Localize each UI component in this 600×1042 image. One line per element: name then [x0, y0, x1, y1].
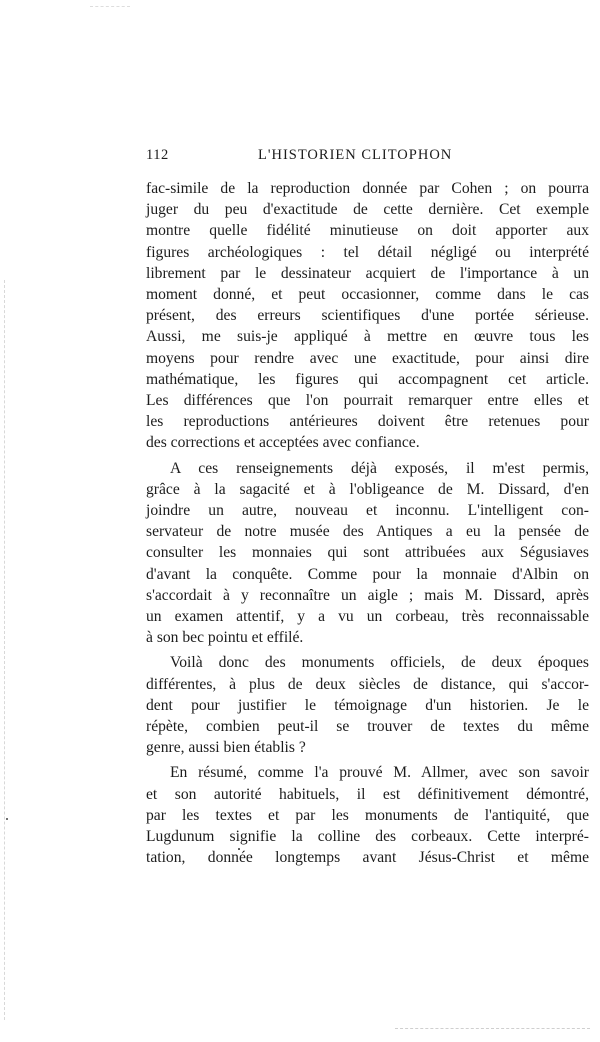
text-line: librement par le dessinateur acquiert de l'importance à un: [146, 264, 589, 282]
body-text: [146, 178, 589, 869]
text-line: Lugdunum signifie la colline des corbeaux. Cette interpré-: [146, 828, 589, 846]
text-line: moyens pour rendre avec une exactitude, pour ainsi dire: [146, 349, 589, 367]
scan-artifact-top: [90, 6, 130, 8]
scan-speck: [6, 818, 8, 820]
paragraph: [146, 458, 589, 649]
text-line: figures archéologiques : tel détail négligé ou interprété: [146, 243, 589, 261]
page-number: 112: [146, 147, 169, 163]
text-line: grâce à la sagacité et à l'obligeance de M. Dissard, d'en: [146, 480, 589, 498]
text-line: En résumé, comme l'a prouvé M. Allmer, avec son savoir: [170, 764, 589, 782]
running-head: [146, 147, 589, 169]
text-line: dent pour justifier le témoignage d'un historien. Je le: [146, 696, 589, 714]
paragraph: [146, 652, 589, 758]
text-line: par les textes et par les monuments de l'antiquité, que: [146, 806, 589, 824]
text-line: d'avant la conquête. Comme pour la monnaie d'Albin on: [146, 565, 589, 583]
text-line: différentes, à plus de deux siècles de distance, qui s'accor-: [146, 675, 589, 693]
text-line: Aussi, me suis-je appliqué à mettre en œuvre tous les: [146, 328, 589, 346]
text-line: montre quelle fidélité minutieuse on doit apporter aux: [146, 222, 589, 240]
text-line: consulter les monnaies qui sont attribuées aux Ségusiaves: [146, 544, 589, 562]
text-line: Les différences que l'on pourrait remarquer entre elles et: [146, 392, 589, 410]
text-line: s'accordait à y reconnaître un aigle ; mais M. Dissard, après: [146, 586, 589, 604]
text-line: joindre un autre, nouveau et inconnu. L'intelligent con-: [146, 502, 589, 520]
text-line: fac-simile de la reproduction donnée par Cohen ; on pourra: [146, 180, 589, 197]
text-line: moment donné, et peut occasionner, comme dans le cas: [146, 286, 589, 304]
text-line: tation, donnée longtemps avant Jésus-Christ et même: [146, 849, 589, 867]
text-line: juger du peu d'exactitude de cette dernière. Cet exemple: [146, 201, 589, 219]
text-line: A ces renseignements déjà exposés, il m'est permis,: [170, 459, 589, 477]
scan-artifact-bottom-edge: [395, 1028, 590, 1030]
paragraph: [146, 178, 589, 454]
paragraph: [146, 762, 589, 868]
text-line: et son autorité habituels, il est définitivement démontré,: [146, 785, 589, 803]
scan-artifact-left-edge: [4, 280, 6, 1020]
text-line: des corrections et acceptées avec confiance.: [146, 434, 420, 452]
text-line: Voilà donc des monuments officiels, de deux époques: [170, 654, 589, 672]
text-line: présent, des erreurs scientifiques d'une portée sérieuse.: [146, 307, 589, 325]
text-line: servateur de notre musée des Antiques a eu la pensée de: [146, 523, 589, 541]
running-title: L'HISTORIEN CLITOPHON: [258, 147, 453, 163]
text-line: à son bec pointu et effilé.: [146, 629, 304, 647]
text-line: répète, combien peut-il se trouver de textes du même: [146, 718, 589, 736]
text-line: les reproductions antérieures doivent être retenues pour: [146, 413, 589, 431]
text-line: genre, aussi bien établis ?: [146, 739, 306, 757]
text-line: un examen attentif, y a vu un corbeau, très reconnaissable: [146, 608, 589, 626]
text-line: mathématique, les figures qui accompagnent cet article.: [146, 370, 589, 388]
